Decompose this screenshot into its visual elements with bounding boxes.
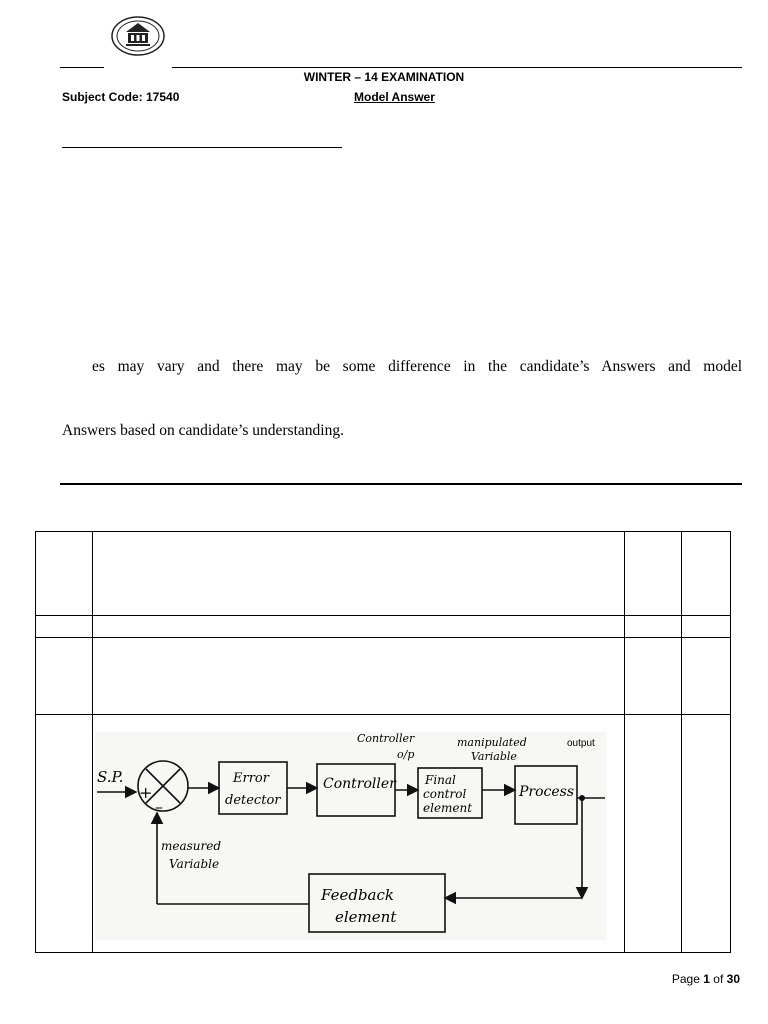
measured-variable-label-1: measured: [161, 839, 222, 853]
header-rule-left: [60, 67, 104, 68]
table-cell: [682, 715, 731, 953]
setpoint-label: S.P.: [97, 768, 124, 786]
feedback-element-label-1: Feedback: [321, 886, 394, 904]
table-row: [36, 616, 731, 638]
manipulated-variable-label-2: Variable: [471, 750, 517, 763]
institution-logo: [110, 14, 166, 58]
page-number: [672, 972, 740, 986]
feedback-element-label-2: element: [335, 908, 397, 926]
table-cell: [682, 638, 731, 715]
instruction-paragraph-continued: Answers based on candidate’s understanding.: [62, 422, 344, 439]
table-row: [36, 638, 731, 715]
final-control-label-3: element: [423, 801, 473, 815]
table-row: [36, 532, 731, 616]
table-cell: [36, 532, 93, 616]
page-total: 30: [726, 972, 740, 986]
measured-variable-label-2: Variable: [169, 857, 220, 871]
instruction-paragraph: es may vary and there may be some difference in the candidate’s Answers and model: [92, 358, 742, 375]
table-cell: [93, 616, 625, 638]
table-cell: [36, 638, 93, 715]
plus-sign: +: [139, 783, 153, 802]
controller-output-label-1: Controller: [357, 732, 415, 745]
error-detector-label-2: detector: [225, 793, 281, 808]
page-current: 1: [703, 972, 710, 986]
header-rule-right: [172, 67, 742, 68]
table-cell: [93, 638, 625, 715]
subject-code: Subject Code: 17540: [62, 90, 180, 104]
model-answer-heading: Model Answer: [354, 90, 435, 104]
page-prefix: Page: [671, 972, 700, 986]
section-divider: [60, 483, 742, 485]
manipulated-variable-label-1: manipulated: [457, 736, 527, 749]
process-label: Process: [519, 784, 575, 800]
table-cell: [625, 715, 682, 953]
table-cell: [682, 616, 731, 638]
table-cell: [625, 616, 682, 638]
final-control-label-2: control: [423, 787, 467, 801]
block-diagram: [95, 732, 607, 940]
controller-output-label-2: o/p: [397, 748, 415, 761]
minus-sign: –: [155, 797, 163, 816]
exam-title: WINTER – 14 EXAMINATION: [303, 70, 465, 84]
table-cell: [682, 532, 731, 616]
error-detector-label-1: Error: [233, 771, 269, 786]
block-diagram-svg: [95, 732, 607, 940]
controller-label: Controller: [323, 776, 396, 792]
table-cell: [625, 638, 682, 715]
output-label: output: [567, 738, 595, 749]
table-cell: [93, 532, 625, 616]
table-cell: [36, 616, 93, 638]
table-cell: [625, 532, 682, 616]
final-control-label-1: Final: [425, 773, 456, 787]
section-underline: [62, 147, 342, 148]
page-of: of: [713, 972, 724, 986]
table-cell: [36, 715, 93, 953]
